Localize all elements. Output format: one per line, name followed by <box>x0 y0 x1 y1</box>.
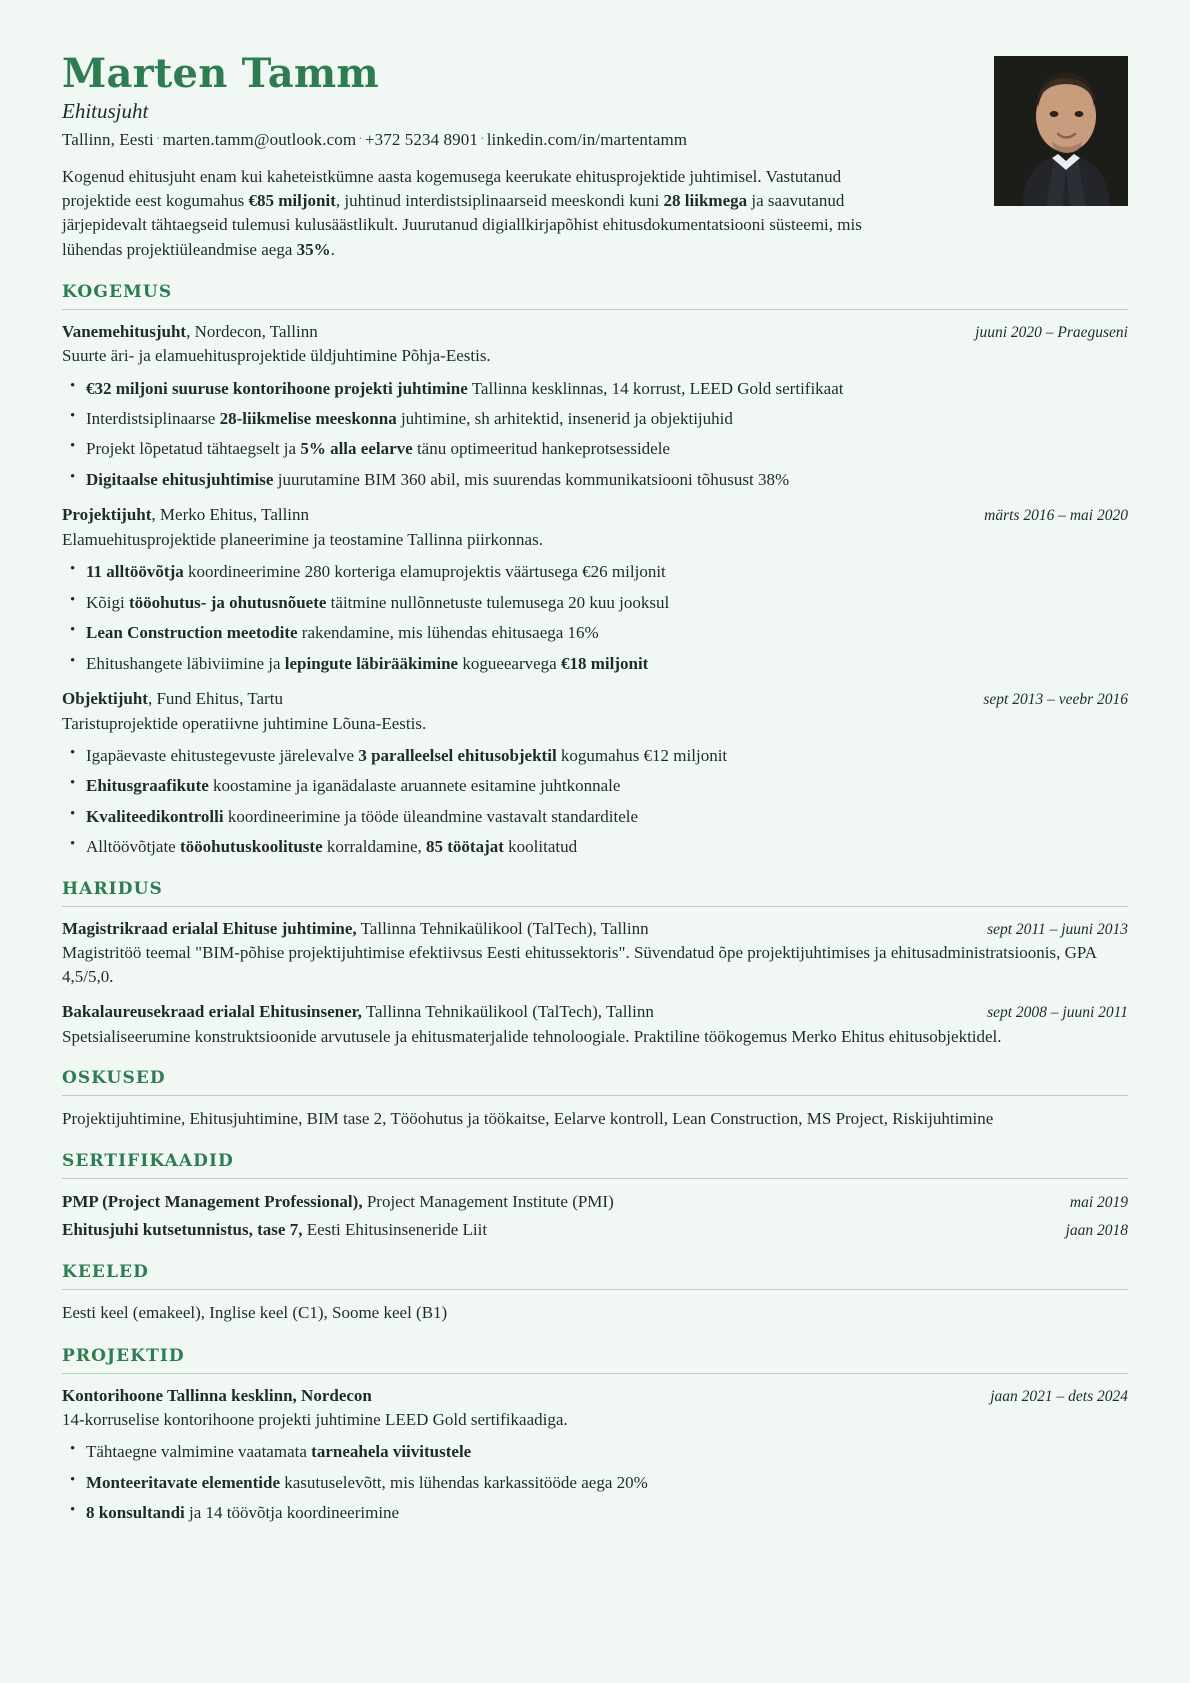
entry-date: sept 2008 – juuni 2011 <box>987 1004 1128 1022</box>
entry-company: , Fund Ehitus, Tartu <box>147 689 283 709</box>
school-name: Tallinna Tehnikaülikool (TalTech), Tallinn <box>361 1002 654 1022</box>
experience-entry <box>62 1385 1128 1525</box>
contact-separator-icon: · <box>358 132 363 148</box>
entry-bullets <box>62 377 1128 492</box>
list-item: • Alltöövõtjate tööohutuskoolituste korraldamine, 85 töötajat koolitatud <box>62 835 1128 858</box>
list-item: • Interdistsiplinaarse 28-liikmelise meeskonna juhtimine, sh arhitektid, insenerid ja objektijuhid <box>62 407 1128 430</box>
entry-role: Projektijuht <box>62 505 152 525</box>
entry-date: jaan 2021 – dets 2024 <box>990 1387 1128 1405</box>
entry-role: Vanemehitusjuht <box>62 321 187 341</box>
certificate-name: Ehitusjuhi kutsetunnistus, tase 7, Eesti Ehitusinseneride Liit <box>62 1219 488 1239</box>
entry-date: sept 2011 – juuni 2013 <box>987 920 1128 938</box>
education-entry <box>62 918 1128 988</box>
contact-phone[interactable]: +372 5234 8901 <box>364 130 478 150</box>
entry-title <box>62 1001 654 1023</box>
list-item: • Lean Construction meetodite rakendamine, mis lühendas ehitusaega 16% <box>62 621 1128 644</box>
entry-header <box>62 688 1128 710</box>
project-entries <box>62 1385 1128 1525</box>
entry-bullets <box>62 744 1128 859</box>
degree-name: Bakalaureusekraad erialal Ehitusinsener, <box>62 1002 362 1022</box>
section-languages <box>62 1262 1128 1325</box>
entry-header <box>62 1001 1128 1023</box>
list-item: • Ehitusgraafikute koostamine ja iganädalaste aruannete esitamine juhtkonnale <box>62 774 1128 797</box>
list-item: • 11 alltöövõtja koordineerimine 280 korteriga elamuprojektis väärtusega €26 miljonit <box>62 560 1128 583</box>
section-projects <box>62 1346 1128 1525</box>
portrait-photo-icon <box>994 56 1128 206</box>
entry-header <box>62 321 1128 343</box>
job-title: Ehitusjuht <box>62 99 149 124</box>
certificate-name: PMP (Project Management Professional), Project Management Institute (PMI) <box>62 1192 614 1212</box>
entry-subtitle: Taristuprojektide operatiivne juhtimine Lõuna-Eestis. <box>62 713 427 733</box>
section-divider <box>62 309 1128 310</box>
entry-company: , Merko Ehitus, Tallinn <box>151 505 310 525</box>
degree-name: Magistrikraad erialal Ehituse juhtimine, <box>62 918 357 938</box>
section-title-certificates: SERTIFIKAADID <box>62 1151 234 1172</box>
contact-email[interactable]: marten.tamm@outlook.com <box>162 130 357 150</box>
entry-date: juuni 2020 – Praeguseni <box>975 323 1128 341</box>
list-item: • €32 miljoni suuruse kontorihoone projekti juhtimine Tallinna kesklinnas, 14 korrust, LEED Gold sertifikaat <box>62 377 1128 400</box>
entry-title <box>62 918 649 940</box>
section-education <box>62 879 1128 1048</box>
education-entry <box>62 1001 1128 1048</box>
entry-header <box>62 918 1128 940</box>
entry-header <box>62 1385 1128 1407</box>
experience-entry <box>62 321 1128 492</box>
section-divider <box>62 1289 1128 1290</box>
entry-date: sept 2013 – veebr 2016 <box>983 691 1128 709</box>
entry-role: Kontorihoone Tallinna kesklinn, Nordecon <box>62 1385 372 1405</box>
contact-line <box>62 130 1128 150</box>
list-item: • Monteeritavate elementide kasutuselevõtt, mis lühendas karkassitööde aega 20% <box>62 1471 1128 1494</box>
section-title-projects: PROJEKTID <box>62 1345 185 1366</box>
experience-entries <box>62 321 1128 859</box>
education-description: Magistritöö teemal "BIM-põhise projektijuhtimise efektiivsus Eesti ehitussektoris". Süvendatud õpe projektijuhtimises ja ehitusadministratsioonis, GPA 4,5/5,0. <box>62 943 1097 986</box>
certificate-date: jaan 2018 <box>1065 1221 1128 1239</box>
entry-role: Objektijuht <box>62 689 148 709</box>
section-title-education: HARIDUS <box>62 878 163 899</box>
entry-bullets <box>62 1440 1128 1524</box>
avatar <box>994 56 1128 206</box>
languages-list: Eesti keel (emakeel), Inglise keel (C1), Soome keel (B1) <box>62 1303 448 1323</box>
entry-title <box>62 688 283 710</box>
contact-linkedin[interactable]: linkedin.com/in/martentamm <box>486 130 688 150</box>
section-title-experience: KOGEMUS <box>62 281 173 302</box>
list-item: • 8 konsultandi ja 14 töövõtja koordineerimine <box>62 1501 1128 1524</box>
entry-date: märts 2016 – mai 2020 <box>984 507 1128 525</box>
entry-subtitle: 14-korruselise kontorihoone projekti juhtimine LEED Gold sertifikaadiga. <box>62 1410 568 1429</box>
entry-title <box>62 321 318 343</box>
section-divider <box>62 906 1128 907</box>
certificate-date: mai 2019 <box>1069 1194 1128 1212</box>
list-item: • Ehitushangete läbiviimine ja lepingute läbirääkimine kogueearvega €18 miljonit <box>62 652 1128 675</box>
certificate-rows <box>62 1190 1128 1242</box>
section-divider <box>62 1373 1128 1374</box>
contact-separator-icon: · <box>479 132 485 148</box>
entry-company: , Nordecon, Tallinn <box>186 321 318 341</box>
entry-header <box>62 504 1128 526</box>
section-title-languages: KEELED <box>62 1262 149 1283</box>
education-description: Spetsialiseerumine konstruktsioonide arvutusele ja ehitusmaterjalide tehnoloogiale. Praktiline töökogemus Merko Ehitus ehitusobjektidel. <box>62 1026 1002 1046</box>
school-name: Tallinna Tehnikaülikool (TalTech), Tallinn <box>356 918 649 938</box>
education-entries <box>62 918 1128 1048</box>
certificate-row <box>62 1190 1128 1215</box>
list-item: • Kõigi tööohutus- ja ohutusnõuete täitmine nullõnnetuste tulemusega 20 kuu jooksul <box>62 591 1128 614</box>
section-divider <box>62 1095 1128 1096</box>
section-skills <box>62 1068 1128 1131</box>
contact-separator-icon: · <box>155 132 161 148</box>
entry-bullets <box>62 560 1128 675</box>
summary-paragraph: Kogenud ehitusjuht enam kui kaheteistkümne aasta kogemusega keerukate ehitusprojektide juhtimisel. Vastutanud projektide eest kogumahus €85 miljonit, juhtinud interdistsiplinaarseid meeskondi kuni 28 liikmega ja saavutanud järjepidevalt tähtaegseid tulemusi kulusäästlikult. Juurutanud digiallkirjapõhist ehitusdokumentatsiooni süsteemi, mis lühendas projektiüleandmise aega 35%. <box>62 167 862 259</box>
resume-header <box>62 52 1128 262</box>
entry-title <box>62 1385 372 1407</box>
section-title-skills: OSKUSED <box>62 1068 166 1089</box>
page-title: Marten Tamm <box>62 50 379 97</box>
contact-location: Tallinn, Eesti <box>62 130 154 150</box>
list-item: • Igapäevaste ehitustegevuste järelevalve 3 paralleelsel ehitusobjektil kogumahus €12 miljonit <box>62 744 1128 767</box>
section-divider <box>62 1178 1128 1179</box>
certificate-row <box>62 1218 1128 1243</box>
experience-entry <box>62 688 1128 859</box>
skills-list: Projektijuhtimine, Ehitusjuhtimine, BIM tase 2, Tööohutus ja töökaitse, Eelarve kontroll, Lean Construction, MS Project, Riskijuhtimine <box>62 1109 994 1129</box>
list-item: • Projekt lõpetatud tähtaegselt ja 5% alla eelarve tänu optimeeritud hankeprotsessidele <box>62 437 1128 460</box>
entry-subtitle: Suurte äri- ja elamuehitusprojektide üldjuhtimine Põhja-Eestis. <box>62 346 491 366</box>
list-item: • Kvaliteedikontrolli koordineerimine ja tööde üleandmine vastavalt standarditele <box>62 805 1128 828</box>
list-item: • Tähtaegne valmimine vaatamata tarneahela viivitustele <box>62 1440 1128 1463</box>
entry-subtitle: Elamuehitusprojektide planeerimine ja teostamine Tallinna piirkonnas. <box>62 529 543 549</box>
entry-title <box>62 504 309 526</box>
experience-entry <box>62 504 1128 675</box>
section-certificates <box>62 1151 1128 1242</box>
list-item: • Digitaalse ehitusjuhtimise juurutamine BIM 360 abil, mis suurendas kommunikatsiooni tõhusust 38% <box>62 468 1128 491</box>
section-experience <box>62 282 1128 859</box>
